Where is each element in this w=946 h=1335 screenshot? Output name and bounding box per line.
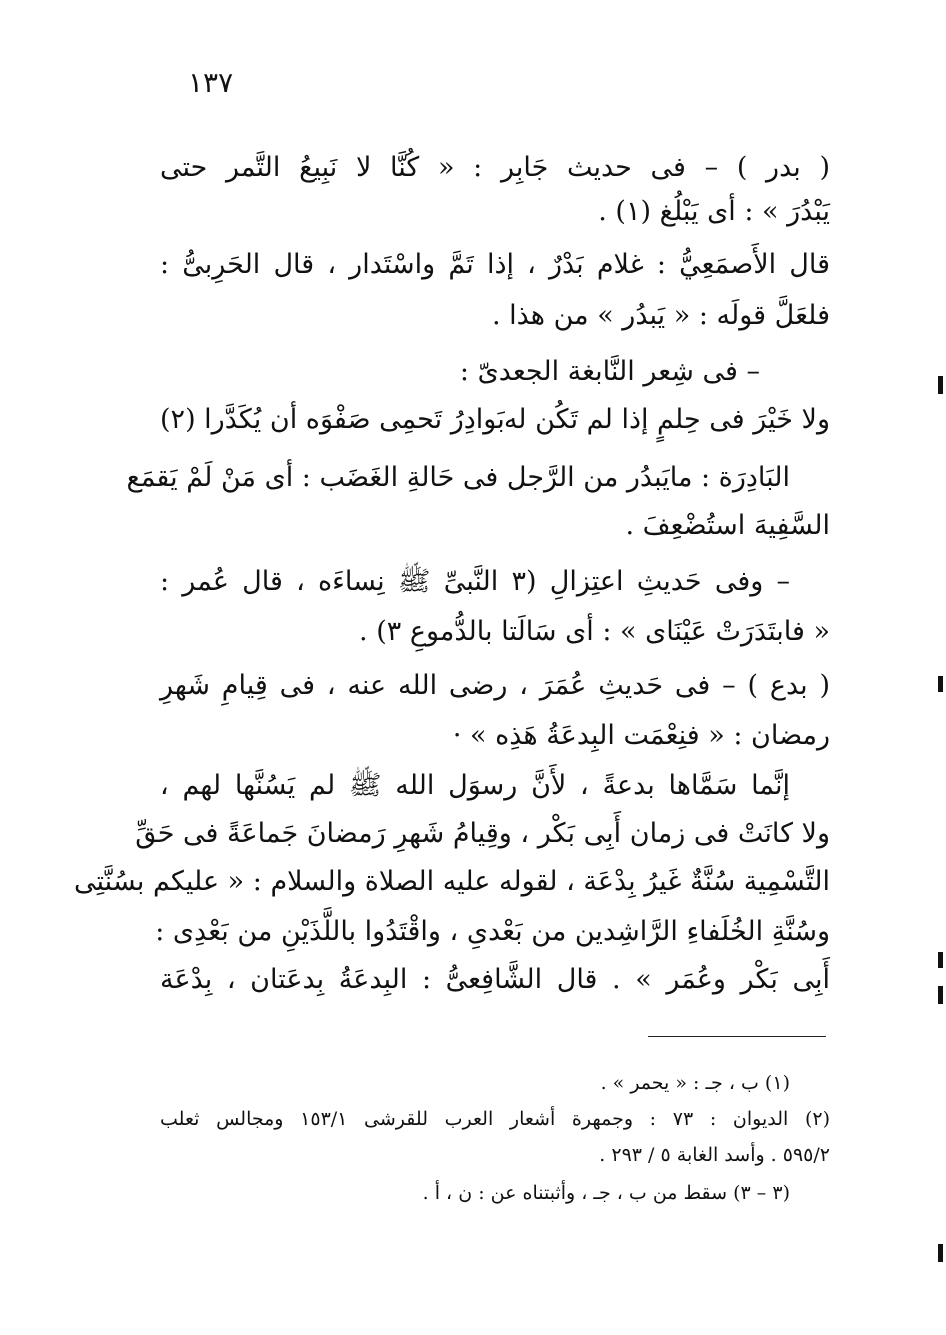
text-line: – فى شِعر النَّابغة الجعدىّ : — [459, 356, 760, 387]
scan-edge-mark — [938, 986, 943, 1004]
text-line: ولا كانَتْ فى زمان أَبِى بَكْر ، وقِيامُ شَهرِ رَمضانَ جَماعَةً فى حَقِّ — [135, 818, 830, 849]
text-line: « فابتَدَرَتْ عَيْنَاى » : أى سَالَتا بالدُّموعِ ٣) . — [359, 616, 830, 647]
footnote: ٥٩٥/٢ . وأسد الغابة ٥ / ٢٩٣ . — [599, 1144, 830, 1166]
text-line: ( بدع ) – فى حَديثِ عُمَرَ ، رضى الله عنه ، فى قِيامِ شَهرِ — [160, 670, 830, 701]
text-line: فلعَلَّ قولَه : « يَبدُر » من هذا . — [491, 300, 830, 331]
text-line: أَبِى بَكْر وعُمَر » . قال الشَّافِعىُّ : البِدعَةُ بِدعَتان ، بِدْعَة — [160, 964, 830, 995]
scan-edge-mark — [938, 952, 943, 968]
text-line: ( بدر ) – فى حديث جَابِر : « كُنَّا لا نَبِيعُ التَّمر حتى — [160, 152, 830, 183]
text-line: البَادِرَة : مايَبدُر من الرَّجل فى حَالةِ الغَضَب : أى مَنْ لَمْ يَقمَع — [126, 462, 790, 493]
text-line: السَّفِيهَ استُضْعِفَ . — [625, 510, 830, 541]
text-line: – وفى حَديثِ اعتِزالِ (٣ النَّبىِّ ﷺ نِساءَه ، قال عُمر : — [160, 566, 790, 597]
verse-first-hemistich: ولا خَيْرَ فى حِلمٍ إذا لم تَكُن له — [503, 404, 830, 435]
text-line: إنَّما سَمَّاها بدعةً ، لأَنَّ رسوَل الله ﷺ لم يَسُنَّها لهم ، — [160, 770, 790, 801]
footnote-separator — [648, 1036, 826, 1037]
text-line: رمضان : « فنِعْمَت البِدعَةُ هَذِه » · — [452, 720, 830, 751]
footnote: (٣ – ٣) سقط من ب ، جـ ، وأثبتناه عن : ن ، أ . — [422, 1182, 790, 1204]
text-line: قال الأَصمَعِيُّ : غلام بَدْرٌ ، إذا تَمَّ واسْتَدار ، قال الحَرِبىُّ : — [160, 249, 830, 280]
scan-edge-mark — [938, 1244, 943, 1262]
footnote: (١) ب ، جـ : « يحمر » . — [600, 1072, 790, 1094]
text-line: وسُنَّةِ الخُلَفاءِ الرَّاشِدين من بَعْدىِ ، واقْتَدُوا باللَّذَيْنِ من بَعْدِى : — [155, 916, 830, 947]
scan-edge-mark — [938, 676, 943, 692]
verse-second-hemistich: بَوادِرُ تَحمِى صَفْوَه أن يُكَدَّرا (٢) — [160, 404, 505, 435]
poem-verse — [160, 398, 830, 442]
footnote: (٢) الديوان : ٧٣ : وجمهرة أشعار العرب للقرشى ١٥٣/١ ومجالس ثعلب — [160, 1108, 830, 1130]
page-number: ١٣٧ — [188, 66, 234, 99]
text-line: يَبْدُرَ » : أى يَبْلُغ (١) . — [598, 196, 830, 227]
text-line: التَّسْمِية سُنَّةٌ غَيرُ بِدْعَة ، لقوله عليه الصلاة والسلام : « عليكم بسُنَّتِى — [74, 866, 830, 897]
scan-edge-mark — [938, 376, 943, 394]
